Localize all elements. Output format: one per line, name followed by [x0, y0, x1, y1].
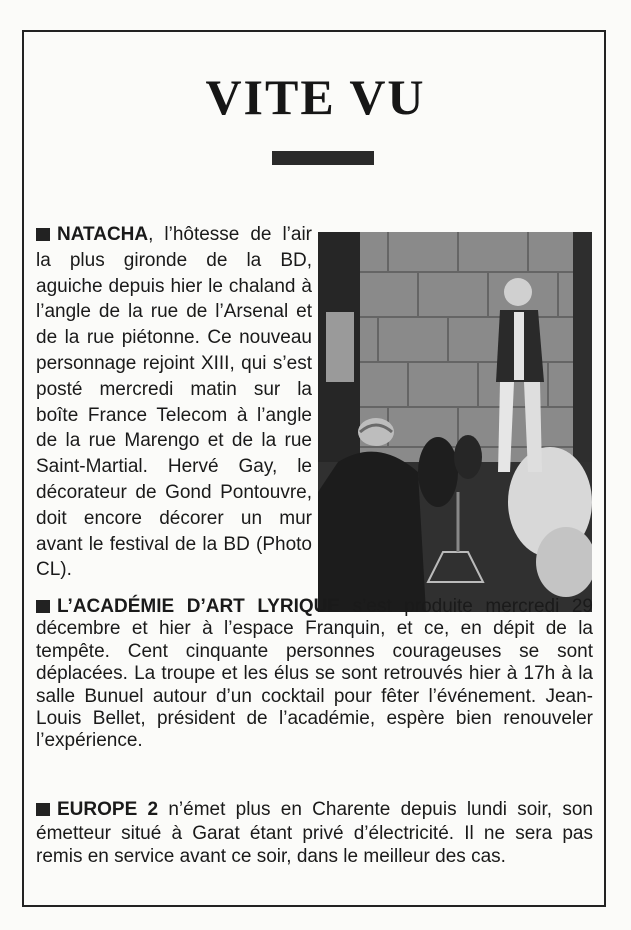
- article-lead: EUROPE 2: [57, 799, 159, 820]
- article-lead: NATACHA: [57, 224, 149, 245]
- article-photo: [318, 232, 592, 612]
- bullet-square-icon: [36, 803, 50, 816]
- title-underline-bar: [272, 151, 374, 165]
- bullet-square-icon: [36, 600, 50, 613]
- article-body: , l’hôtesse de l’air la plus gironde de la BD, aguiche depuis hier le chaland à l’angle de la rue de l’Arsenal et de la rue piétonne. Ce nouveau personnage rejoint XIII, qui s’est posté mercredi matin sur la boîte France Telecom à l’angle de la rue Marengo et de la rue Saint-Martial. Hervé Gay, le décorateur de Gond Pontouvre, doit encore décorer un mur avant le festival de la BD (Photo CL).: [36, 224, 312, 581]
- article-body: n’émet plus en Charente depuis lundi soir, son émetteur situé à Garat étant privé d’électricité. Il ne sera pas remis en service avant ce soir, dans le meilleur des cas.: [36, 799, 593, 868]
- article-lead: L’ACADÉMIE D’ART LYRIQUE: [57, 596, 341, 617]
- section-title: VITE VU: [205, 69, 426, 125]
- article-europe2: [36, 798, 593, 869]
- article-natacha: [36, 222, 312, 583]
- article-body: s’est produite mercredi 29 décembre et hier à l’espace Franquin, et ce, en dépit de la tempête. Cent cinquante personnes courageuses se sont déplacées. La troupe et les élus se sont retrouvés hier à 17h à la salle Bunuel autour d’un cocktail pour fêter l’événement. Jean-Louis Bellet, président de l’académie, espère bien renouveler l’expérience.: [36, 596, 593, 752]
- article-academie: [36, 596, 593, 753]
- bullet-square-icon: [36, 228, 50, 241]
